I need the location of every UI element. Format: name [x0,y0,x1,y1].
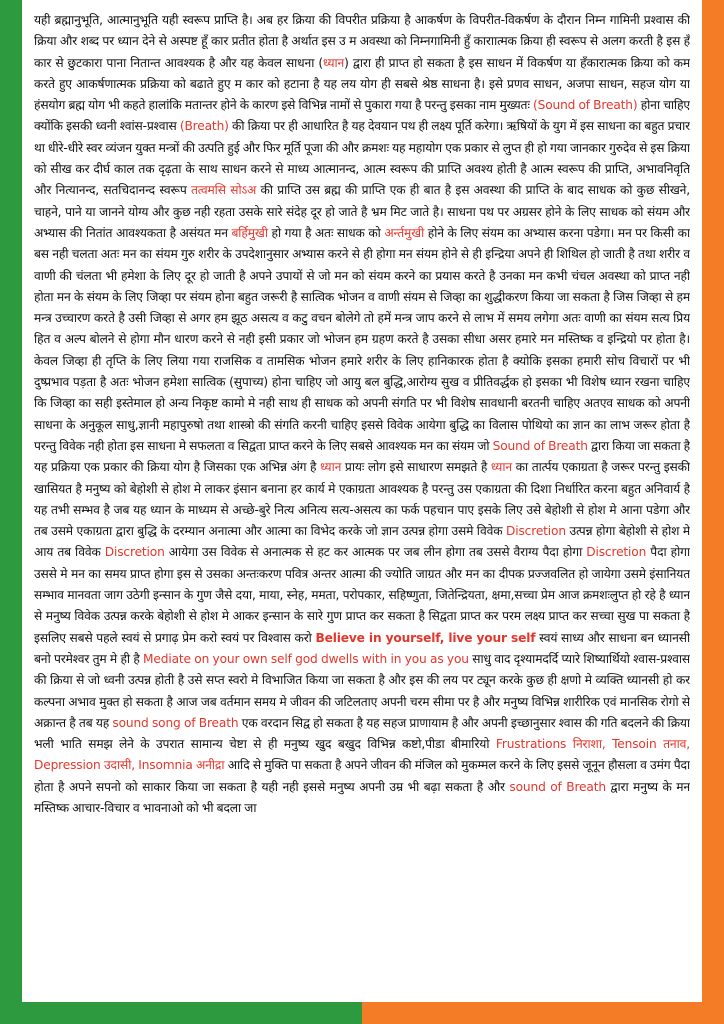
highlighted-text: तत्वमसि सोऽअ [191,183,257,198]
highlighted-text: Tensoin [612,737,657,752]
highlighted-text: Discretion [104,545,165,560]
highlighted-text: Discretion [586,545,647,560]
text-run: द्वारा किया जा सकता है यह प्रक्रिया एक प्रकार की क्रिया योग है जिसका एक अभिन्न अंग है [34,438,690,475]
highlighted-text: ध्यान [490,460,512,475]
highlighted-text: अनीद्रा [196,758,225,773]
article-body [34,10,690,990]
text-run: की क्रिया पर ही आधारित है यह देवयान पथ ही लक्ष्य पूर्ति करेगा। ऋषियों के युग में इस साधना का बहुत प्रचार था धीरे-धीरे स्वर व्यंजन युक्त मन्त्रों की उत्पति हुई और फिर मूर्ति पूजा की और क्रमशः यह महायोग एक प्रकार से लुप्त ही हो गया जानकार गुरुदेव से इस क्रिया को सीख कर दीर्घ काल तक दृढ़ता के साथ साधन करने से माध्य आत्मानन्द, आत्म स्वरूप की प्राप्ति अवश्य होती है आत्म स्वरूप की प्राप्ति, अभावनिवृति और नित्यानन्द, सतचिदानन्द स्वरूप [34,119,690,198]
highlighted-text: Believe in yourself, live your self [315,630,536,645]
text-run: प्रायः लोग इसे साधारण समझते है [341,460,491,475]
highlighted-text: Frustrations [495,737,567,752]
highlighted-text: (Sound of Breath) [533,98,638,113]
text-run: एक वरदान सिद्व हो सकता है यह सहज प्राणायाम है और अपनी इच्छानुसार श्वास की गति बदलने की क्रिया भली भाति समझ लेने के उपरात सामान्य चेष्टा से ही मनुष्य खुद बखुद विभिन्न कष्टो,पीडा बीमारियो [34,715,690,752]
highlighted-text: बर्हिमुखी [231,225,268,240]
orange-border-right [702,0,724,1024]
orange-border-bottom [362,1002,724,1024]
green-border-bottom [0,1002,362,1024]
text-run: का तार्त्पय एकाग्रता है जरूर परन्तु इसकी खासियत है मनुष्य को बेहोशी से होश मे लाकर इंसान बनाना हर कार्य मे एकाग्रता आवश्यक है परन्तु उस एकाग्रता की दिशा निर्धारित करना बहुत अनिवार्य है यह तभी सम्भव है जब यह ध्यान के माध्यम से अच्छे-बुरे नित्य अनित्य सत्य-असत्य का फर्क पहचान पाए इसके लिए उसे बेहोशी से होश मे आना पडेगा और तब उसमे एकाग्रता द्वारा बुद्धि के दरम्यान अनात्मा और आत्मा का विभेद करके जो ज्ञान उत्पन्न होगा उसमे विवेक [34,460,690,539]
green-border-left [0,0,22,1024]
highlighted-text: Depression [34,758,101,773]
highlighted-text: Mediate on your own self god dwells with in you as you [143,651,469,666]
text-run: होना चाहिए क्योंकि इसकी ध्वनी श्वांस-प्रश्वास [34,98,690,134]
highlighted-text: sound of Breath [509,779,606,794]
highlighted-text: तनाव, [663,737,690,752]
highlighted-text: Discretion [506,524,566,539]
article-paragraph [34,10,690,819]
text-run: आदि से मुक्ति पा सकता है अपने जीवन की मंजिल को मुकम्मल करने के लिए इससे जूनून हौसला व उमंग पैदा होता है अपने सपनो को साकार किया जा सकता है यही नही इससे मनुष्य अपनी उम्र भी बढ़ा सकता है और [34,758,690,794]
highlighted-text: ध्यान [320,460,342,475]
text-run: यही ब्रह्मानुभूति, आत्मानुभूति यही स्वरूप प्राप्ति है। अब हर क्रिया की विपरीत प्रक्रिया है आकर्षण के विपरीत-विकर्षण के दौरान निम्न गामिनी प्रश्वास की क्रिया और शब्द पर ध्यान देने से अस्पष्ट हूँ कार प्रतीत होता है अर्थात इस उ म अवस्था को निम्नगामिनी हुँ काराात्मक क्रिया ही स्वरूप से अलग करती है इस हँ कार से छुटकारा पाना नितान्त आवश्यक है और यह केवल साधना ( [34,13,690,70]
text-run: उत्पन्न होगा बेहोशी से होश मे आय तब विवेक [34,524,690,560]
highlighted-text: अर्न्तमुखी [384,225,425,240]
text-run: ) द्वारा ही प्राप्त हो सकता है इस साधन में विकर्षण या हँकारात्मक क्रिया को कम करते हुए आकर्षणात्मक प्रक्रिया को बढाते हुए म कार को हटाना है यह लय योग ही सबसे श्रेष्ठ साधना है। इसे प्रणव साधन, अजपा साधन, सहज योग या हंसयोग ब्रह्म योग भी कहते हालांकि मतान्तर होने के कारण इसे विभिन्न नामों से पुकारा गया है परन्तु इसका नाम मुख्यतः [34,55,690,113]
highlighted-text: ध्यान [323,55,345,70]
highlighted-text: Sound of Breath [492,438,588,453]
text-run: स्वयं साध्य और साधना बन ध्यानसी बनो परमेश्वर तुम मे ही है [34,630,690,666]
highlighted-text: sound song of Breath [112,715,239,730]
highlighted-text: उदासी, [103,758,135,773]
highlighted-text: निराशा, [572,737,606,752]
text-run: की प्राप्ति उस ब्रह्म की प्राप्ति एक ही बात है इस अवस्था की प्राप्ति के बाद साधक को कुछ सीखने, चाहने, पाने या जानने योग्य और कुछ नही रहता उसके सारे संदेह दूर हो जाते है भ्रम मिट जाते है। साधना पथ पर अग्रसर होने के लिए साधक को संयम और अभ्यास की नितांत आवश्यकता है असंयत मन [34,183,690,240]
highlighted-text: Insomnia [138,758,193,773]
text-run: द्वारा मनुष्य के मन मस्तिष्क आचार-विचार व भावनाओ को भी बदला जा [34,779,690,815]
text-run: हो गया है अतः साधक को [267,225,385,240]
text-run: आयेगा उस विवेक से अनात्मक से हट कर आत्मक पर जब लीन होगा तब उससे वैराग्य पैदा होगा [164,545,587,560]
highlighted-text: (Breath) [179,119,229,134]
text-run: होने के लिए संयम का अभ्यास करना पडेगा। मन पर किसी का बस नही चलता अतः मन का संयम गुरु शरीर के उपदेशानुसार अभ्यास करने से ही होगा मन संयम होने से ही इन्द्रिया अपने ही शिथिल हो जाती है तथा शरीर व वाणी की चंलता भी हमेशा के लिए दूर हो जाती है अपने उपायों से जो मन को संयम करने का प्रयास करते है उनका मन कभी चंचल अवस्था को प्राप्त नही होता मन के संयम के लिए जिव्हा पर संयम होना बहुत जरूरी है सात्विक भोजन व वाणी संयम से जिव्हा का शुद्धीकरण किया जा सकता है जिस जिव्हा से हम मन्त्र उच्चारण करते है उसी जिव्हा से अगर हम झूठ असत्य व कटु वचन बोलेगे तो हमें मन्त्र जाप करने से लाभ में समय लगेगा अतः वाणी का संयम सत्य प्रिय हित व अल्प बोलने से होगा मौन धारण करने से नही इसी प्रकार जो भोजन हम ग्रहण करते है उसका सीधा असर हमारे मन मस्तिष्क व इन्द्रियो पर होता है। केवल जिव्हा ही तृप्ति के लिए लिया गया राजसिक व तामसिक भोजन हमारे शरीर के लिए हानिकारक होता है क्योकि इसका हमारी सोच विचारों पर भी दुष्प्रभाव पड़ता है अतः भोजन हमेशा सात्विक (सुपाच्य) होना चाहिए जो आयु बल बुद्धि,आरोग्य सुख व प्रीतिवर्द्धक हो इसका भी विशेष ध्यान रखना चाहिए कि जिव्हा का सही इस्तेमाल हो अन्य निकृष्ट कामो मे नही साथ ही साधक को अपनी संगति पर भी विशेष सावधानी बरतनी चाहिए अतएव साधक को अपनी साधना के अनुकूल साधु,ज्ञानी महापुरुषो तथा शास्त्रो की संगति करनी चाहिए इससे विवेक आयेगा बुद्धि का विलास पोथियो का ज्ञान का लाभ जरूर होता है परन्तु विवेक नही होता इस साधना मे सफलता व सिद्वता प्राप्त करने के लिए सबसे आवश्यक मन का संयम जो [34,225,690,453]
text-run: पैदा होगा उससे मे मन का समय प्राप्त होगा इस से उसका अन्तःकरण पवित्र अन्तर आत्मा की ज्योति जाग्रत और मन का दीपक प्रज्जवलित हो जायेगा उसमे इंसानियत सम्भाव मानवता जाग उठेगी इन्सान के गुण जैसे दया, माया, स्नेह, ममता, परोपकार, सहिष्णुता, जितेन्द्रियता, क्षमा,सच्चा प्रेम आज क्रमशःलुप्त हो रहे है ध्यान से मनुष्य विवेक उत्पन्न करके बेहोशी से होश मे आकर इन्सान के सारे गुण प्राप्त कर सकता है सिद्वता प्राप्त कर परम लक्ष्य प्राप्त कर सच्चा सुख पा सकता है इसलिए सबसे पहले स्वयं से प्रगाढ़ प्रेम करो स्वयं पर विश्वास करो [34,545,690,645]
text-run: साधु वाद दृश्यामदर्दि प्यारे शिष्यार्थियो श्वास-प्रश्वास की क्रिया से जो ध्वनी उत्पन्न होती है उसे सप्त स्वरो मे विभाजित किया जा सकता है और इस की लय पर ट्यून करके कुछ ही क्षणो मे व्यक्ति ध्यानसी हो कर कल्पना अभाव मुक्त हो सकता है आज जब वर्तमान समय मे जीवन की जटिलताए अपनी चरम सीमा पर है और मनुष्य विभिन्न शारीरिक एवं मानसिक रोगो से अक्रान्त है तब यह [34,651,690,730]
